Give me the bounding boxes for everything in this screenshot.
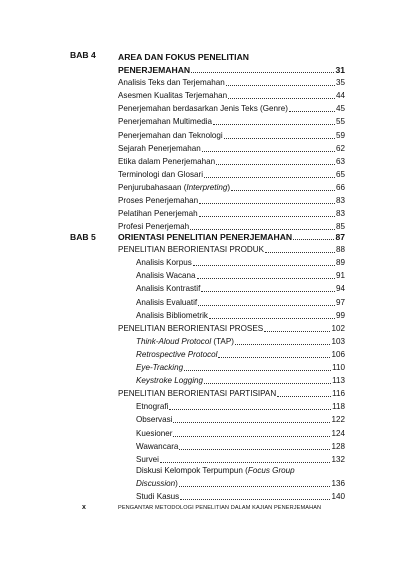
leader-dots — [277, 390, 331, 397]
toc-page: 66 — [335, 182, 345, 192]
toc-page: 118 — [332, 402, 345, 412]
toc-title: PENELITIAN BERORIENTASI PRODUK — [118, 245, 265, 255]
leader-dots — [265, 246, 335, 253]
toc-page: 122 — [331, 415, 345, 425]
toc-title-italic: Keystroke Logging — [136, 376, 204, 386]
toc-row[interactable] — [118, 489, 345, 502]
toc-title: Terminologi dan Glosari — [118, 169, 204, 179]
toc-page: 83 — [335, 196, 345, 206]
toc-page: 128 — [331, 441, 345, 451]
toc-title-italic: Interpreting — [186, 182, 228, 192]
toc-row[interactable] — [118, 75, 345, 88]
leader-dots — [231, 184, 335, 191]
toc-page: 113 — [332, 376, 345, 386]
toc-title: Analisis Kontrastif — [136, 284, 201, 294]
toc-title: Analisis Korpus — [136, 258, 192, 268]
toc-row[interactable] — [118, 347, 345, 360]
toc-row[interactable] — [118, 180, 345, 193]
leader-dots — [199, 197, 335, 204]
toc-title-italic: Eye-Tracking — [136, 363, 184, 373]
leader-dots — [184, 364, 331, 371]
toc-page: 106 — [331, 349, 345, 359]
leader-dots — [169, 403, 331, 410]
leader-dots — [160, 456, 331, 463]
toc-title: PENERJEMAHAN — [118, 65, 191, 76]
leader-dots — [179, 443, 330, 450]
toc-row[interactable] — [118, 193, 345, 206]
toc-row[interactable] — [118, 62, 345, 75]
toc-row[interactable] — [118, 425, 345, 438]
toc-row[interactable] — [118, 294, 345, 307]
toc-title: Analisis Wacana — [136, 271, 196, 281]
toc-row[interactable] — [118, 439, 345, 452]
toc-bab4 — [118, 49, 345, 232]
leader-dots — [199, 210, 335, 217]
toc-row[interactable] — [118, 127, 345, 140]
leader-dots — [179, 480, 331, 487]
toc-title: Analisis Bibliometrik — [136, 310, 208, 320]
toc-page: 97 — [335, 297, 345, 307]
toc-title: Analisis Teks dan Terjemahan — [118, 78, 225, 88]
toc-title-italic: Focus Group — [247, 465, 295, 475]
leader-dots — [197, 272, 335, 279]
leader-dots — [204, 377, 331, 384]
toc-page: 136 — [331, 479, 345, 489]
toc-page: 55 — [335, 117, 345, 127]
toc-title: Sejarah Penerjemahan — [118, 143, 201, 153]
toc-title: Kuesioner — [136, 428, 173, 438]
toc-title: Etnografi — [136, 402, 169, 412]
toc-row[interactable] — [118, 399, 345, 412]
toc-row[interactable] — [118, 255, 345, 268]
leader-dots — [228, 92, 335, 99]
toc-page: 102 — [331, 323, 345, 333]
toc-title: Studi Kasus — [136, 492, 180, 502]
toc-title: Penerjemahan berdasarkan Jenis Teks (Genre) — [118, 104, 288, 114]
toc-page: 132 — [331, 454, 345, 464]
toc-row[interactable] — [118, 88, 345, 101]
toc-row[interactable] — [118, 308, 345, 321]
chapter-title: AREA DAN FOKUS PENELITIAN — [118, 52, 249, 62]
toc-title: Wawancara — [136, 441, 179, 451]
toc-row[interactable] — [118, 206, 345, 219]
leader-dots — [216, 158, 335, 165]
toc-page: 45 — [335, 104, 345, 114]
toc-page: 110 — [332, 363, 345, 373]
toc-title: PENELITIAN BERORIENTASI PARTISIPAN — [118, 389, 277, 399]
leader-dots — [193, 259, 335, 266]
leader-dots — [209, 312, 335, 319]
toc-title: Penjurubahasaan ( — [118, 182, 187, 192]
toc-row[interactable] — [118, 360, 345, 373]
leader-dots — [213, 118, 335, 125]
leader-dots — [264, 325, 330, 332]
toc-page: 116 — [332, 389, 345, 399]
toc-row[interactable] — [118, 141, 345, 154]
toc-page: 99 — [335, 310, 345, 320]
toc-title: Analisis Evaluatif — [136, 297, 198, 307]
leader-dots — [202, 145, 335, 152]
toc-row[interactable] — [118, 452, 345, 465]
leader-dots — [226, 79, 335, 86]
toc-page: 140 — [331, 492, 345, 502]
leader-dots — [235, 338, 331, 345]
toc-page: 44 — [335, 91, 345, 101]
toc-page: 59 — [335, 130, 345, 140]
toc-title: Pelatihan Penerjemah — [118, 209, 198, 219]
leader-dots — [173, 430, 330, 437]
toc-page: 94 — [335, 284, 345, 294]
toc-page: 85 — [335, 222, 345, 232]
toc-row[interactable] — [118, 373, 345, 386]
toc-title: Diskusi Kelompok Terpumpun ( — [136, 465, 248, 475]
page-number: x — [82, 504, 86, 511]
toc-row[interactable] — [118, 281, 345, 294]
toc-page: 62 — [335, 143, 345, 153]
leader-dots — [198, 299, 335, 306]
toc-title-suffix: (TAP) — [211, 336, 234, 346]
toc-page: 63 — [335, 156, 345, 166]
toc-row[interactable] — [118, 321, 345, 334]
toc-title: Survei — [136, 454, 159, 464]
toc-page: 91 — [335, 271, 345, 281]
toc-bab5 — [118, 229, 345, 502]
toc-page: 103 — [331, 336, 345, 346]
toc-page: 83 — [335, 209, 345, 219]
toc-page: 124 — [331, 428, 345, 438]
chapter-label: BAB 4 — [70, 50, 96, 60]
leader-dots — [218, 351, 330, 358]
toc-row[interactable] — [118, 412, 345, 425]
toc-page: 65 — [335, 169, 345, 179]
toc-title: Proses Penerjemahan — [118, 196, 199, 206]
leader-dots — [180, 493, 330, 500]
toc-row[interactable]: Diskusi Kelompok Terpumpun (Focus Group Discussion) 136 — [136, 465, 345, 489]
leader-dots — [204, 171, 335, 178]
leader-dots — [201, 285, 335, 292]
leader-dots — [224, 132, 335, 139]
toc-title: Profesi Penerjemah — [118, 222, 190, 232]
toc-row[interactable] — [118, 114, 345, 127]
running-footer: PENGANTAR METODOLOGI PENELITIAN DALAM KAJIAN PENERJEMAHAN — [118, 505, 322, 511]
toc-title: Observasi — [136, 415, 173, 425]
toc-title: Penerjemahan dan Teknologi — [118, 130, 223, 140]
leader-dots — [289, 105, 335, 112]
toc-row[interactable] — [118, 229, 345, 242]
toc-title: Penerjemahan Multimedia — [118, 117, 213, 127]
leader-dots — [191, 66, 334, 73]
toc-title-italic: Discussion — [136, 479, 176, 489]
toc-row[interactable] — [118, 101, 345, 114]
toc-title: Etika dalam Penerjemahan — [118, 156, 216, 166]
toc-title-italic: Think-Aloud Protocol — [136, 336, 212, 346]
toc-page: 31 — [335, 65, 345, 76]
toc-row[interactable] — [118, 268, 345, 281]
toc-page: 88 — [335, 245, 345, 255]
leader-dots — [293, 233, 334, 240]
toc-page: 35 — [335, 78, 345, 88]
chapter-label: BAB 5 — [70, 232, 96, 242]
toc-title: Asesmen Kualitas Terjemahan — [118, 91, 228, 101]
toc-title-italic: Retrospective Protocol — [136, 349, 218, 359]
toc-title-suffix: ) — [227, 182, 231, 192]
toc-row[interactable] — [118, 334, 345, 347]
toc-row[interactable] — [118, 242, 345, 255]
toc-title: ORIENTASI PENELITIAN PENERJEMAHAN — [118, 232, 293, 243]
toc-page: 87 — [335, 232, 345, 243]
toc-title: PENELITIAN BERORIENTASI PROSES — [118, 323, 264, 333]
toc-row[interactable] — [118, 386, 345, 399]
toc-row[interactable] — [118, 154, 345, 167]
leader-dots — [173, 416, 330, 423]
toc-row[interactable] — [118, 167, 345, 180]
toc-page: 89 — [335, 258, 345, 268]
